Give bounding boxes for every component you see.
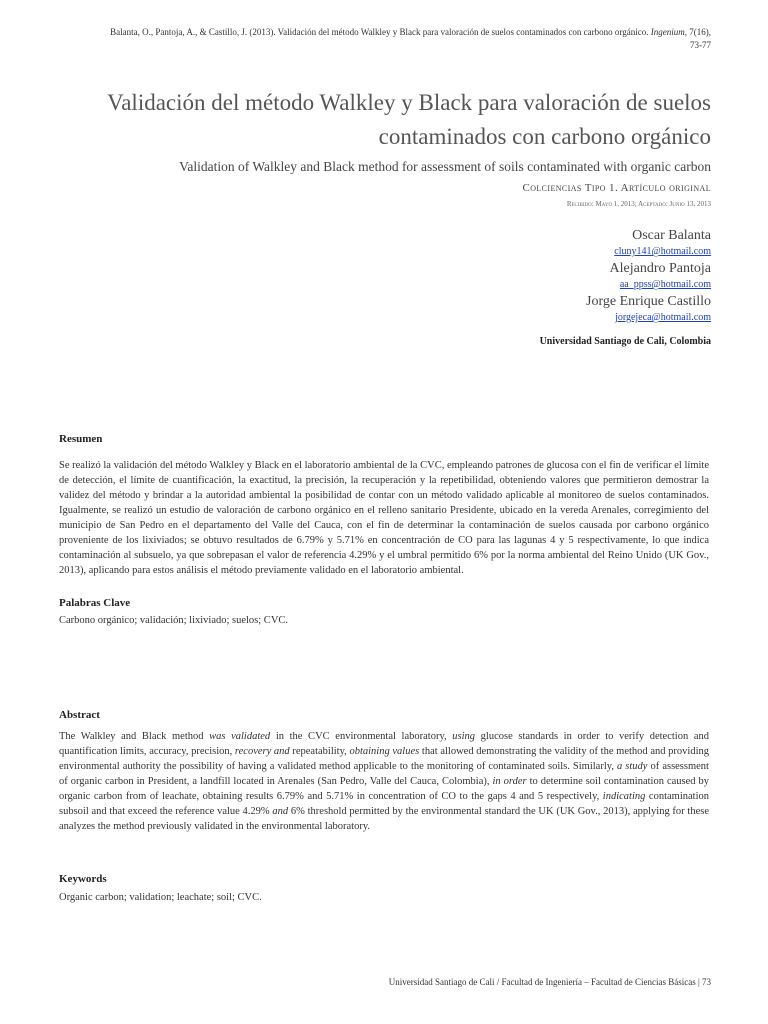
citation-volume: 7(16), (689, 27, 711, 37)
abstract-emphasis: indicating (602, 791, 646, 802)
title-line-2: contaminados con carbono orgánico (378, 124, 711, 149)
page-footer: Universidad Santiago de Cali / Facultad de Ingeniería – Facultad de Ciencias Básicas | 73 (388, 977, 711, 987)
resumen-text: Se realizó la validación del método Walkley y Black en el laboratorio ambiental de la CVC, empleando patrones de glucosa con el fin de verificar el límite de detección, el límite de cuantificación, la exactitud, la precisión, la recuperación y la repetibilidad, obteniendo valores que permitieron demostrar la validez del método y brindar a la autoridad ambiental la posibilidad de contar con un método validado aplicable al monitoreo de suelos contaminados. Igualmente, se realizó un estudio de valoración de carbono orgánico en el relleno sanitario Presidente, ubicado en la vereda Arenales, corregimiento del municipio de San Pedro en el departamento del Valle del Cauca, con el fin de determinar la contaminación de suelos causada por carbono orgánico proveniente de los lixiviados; se obtuvo resultados de 6.79% y 5.71% en concentración de CO para las lagunas 4 y 5 respectivamente, lo que indica contaminación al subsuelo, ya que sobrepasan el valor de referencia 4.29% y el umbral permitido 6% por la norma ambiental del Reino Unido (UK Gov., 2013), aplicando para estos análisis el método previamente validado en el laboratorio ambiental. (59, 460, 709, 576)
keywords-text: Organic carbon; validation; leachate; soil; CVC. (59, 892, 262, 903)
abstract-emphasis: recovery and (234, 746, 290, 757)
author-block (40, 261, 711, 293)
article-title (40, 86, 711, 154)
citation-pages: 73-77 (690, 40, 711, 50)
abstract-segment: repeatability, (289, 746, 350, 757)
author-name: Alejandro Pantoja (609, 261, 711, 276)
resumen-heading: Resumen (59, 433, 103, 445)
author-list (40, 228, 711, 327)
abstract-segment: in the CVC environmental laboratory, (270, 731, 453, 742)
author-name: Oscar Balanta (632, 228, 711, 243)
citation-text: Balanta, O., Pantoja, A., & Castillo, J. (2013). Validación del método Walkley y Black para valoración de suelos contaminados con carbono orgánico. (110, 27, 649, 37)
abstract-heading: Abstract (59, 709, 100, 721)
abstract-segment: The Walkley and Black method (59, 731, 210, 742)
abstract-segment: of assessment of organic carbon in President, a landfill located in Arenales (San Pedro, Valle del Cauca, Colombia), (59, 761, 709, 787)
keywords-heading: Keywords (59, 873, 107, 885)
abstract-segment: contamination subsoil and that exceed the reference value 4.29% (59, 791, 709, 817)
author-email-link[interactable]: aa_ppss@hotmail.com (619, 279, 711, 290)
article-category: Colciencias Tipo 1. Artículo original (522, 182, 711, 194)
author-block (40, 294, 711, 326)
abstract-segment: glucose standards in order to verify detection and quantification limits, accuracy, precision, (59, 731, 709, 757)
abstract-segment: 6% threshold permitted by the environmental standard the UK (UK Gov., 2013), applying for these analyzes the method previously validated in the environmental laboratory. (59, 806, 709, 832)
abstract-emphasis: in order (492, 776, 527, 787)
author-email-link[interactable]: cluny141@hotmail.com (614, 246, 711, 257)
title-line-1: Validación del método Walkley y Black para valoración de suelos (107, 90, 711, 115)
author-block (40, 228, 711, 260)
abstract-text (59, 729, 709, 834)
affiliation: Universidad Santiago de Cali, Colombia (539, 336, 711, 347)
citation-journal: Ingenium, (650, 27, 687, 37)
english-title: Validation of Walkley and Black method for assessment of soils contaminated with organic carbon (179, 159, 711, 174)
author-name: Jorge Enrique Castillo (586, 294, 711, 309)
abstract-segment: to determine soil contamination caused by organic carbon from of leachate, obtaining results 6.79% and 5.71% in concentration of CO to the gaps 4 and 5 respectively, (59, 776, 709, 802)
abstract-emphasis: a study (617, 761, 648, 772)
received-dates: Recibido: Mayo 1, 2013; Aceptado: Junio 13, 2013 (566, 200, 711, 208)
author-email-link[interactable]: jorgejeca@hotmail.com (615, 312, 711, 323)
abstract-emphasis: and (272, 806, 289, 817)
abstract-emphasis: using (452, 731, 476, 742)
palabras-clave-text: Carbono orgánico; validación; lixiviado; suelos; CVC. (59, 615, 289, 626)
citation-header (40, 26, 711, 52)
abstract-emphasis: was validated (209, 731, 271, 742)
palabras-clave-heading: Palabras Clave (59, 597, 131, 609)
abstract-segment: that allowed demonstrating the validity of the method and providing environmental authority the possibility of having a validated method applicable to the monitoring of contaminated soils. Similarly, (59, 746, 710, 772)
abstract-emphasis: obtaining values (349, 746, 420, 757)
